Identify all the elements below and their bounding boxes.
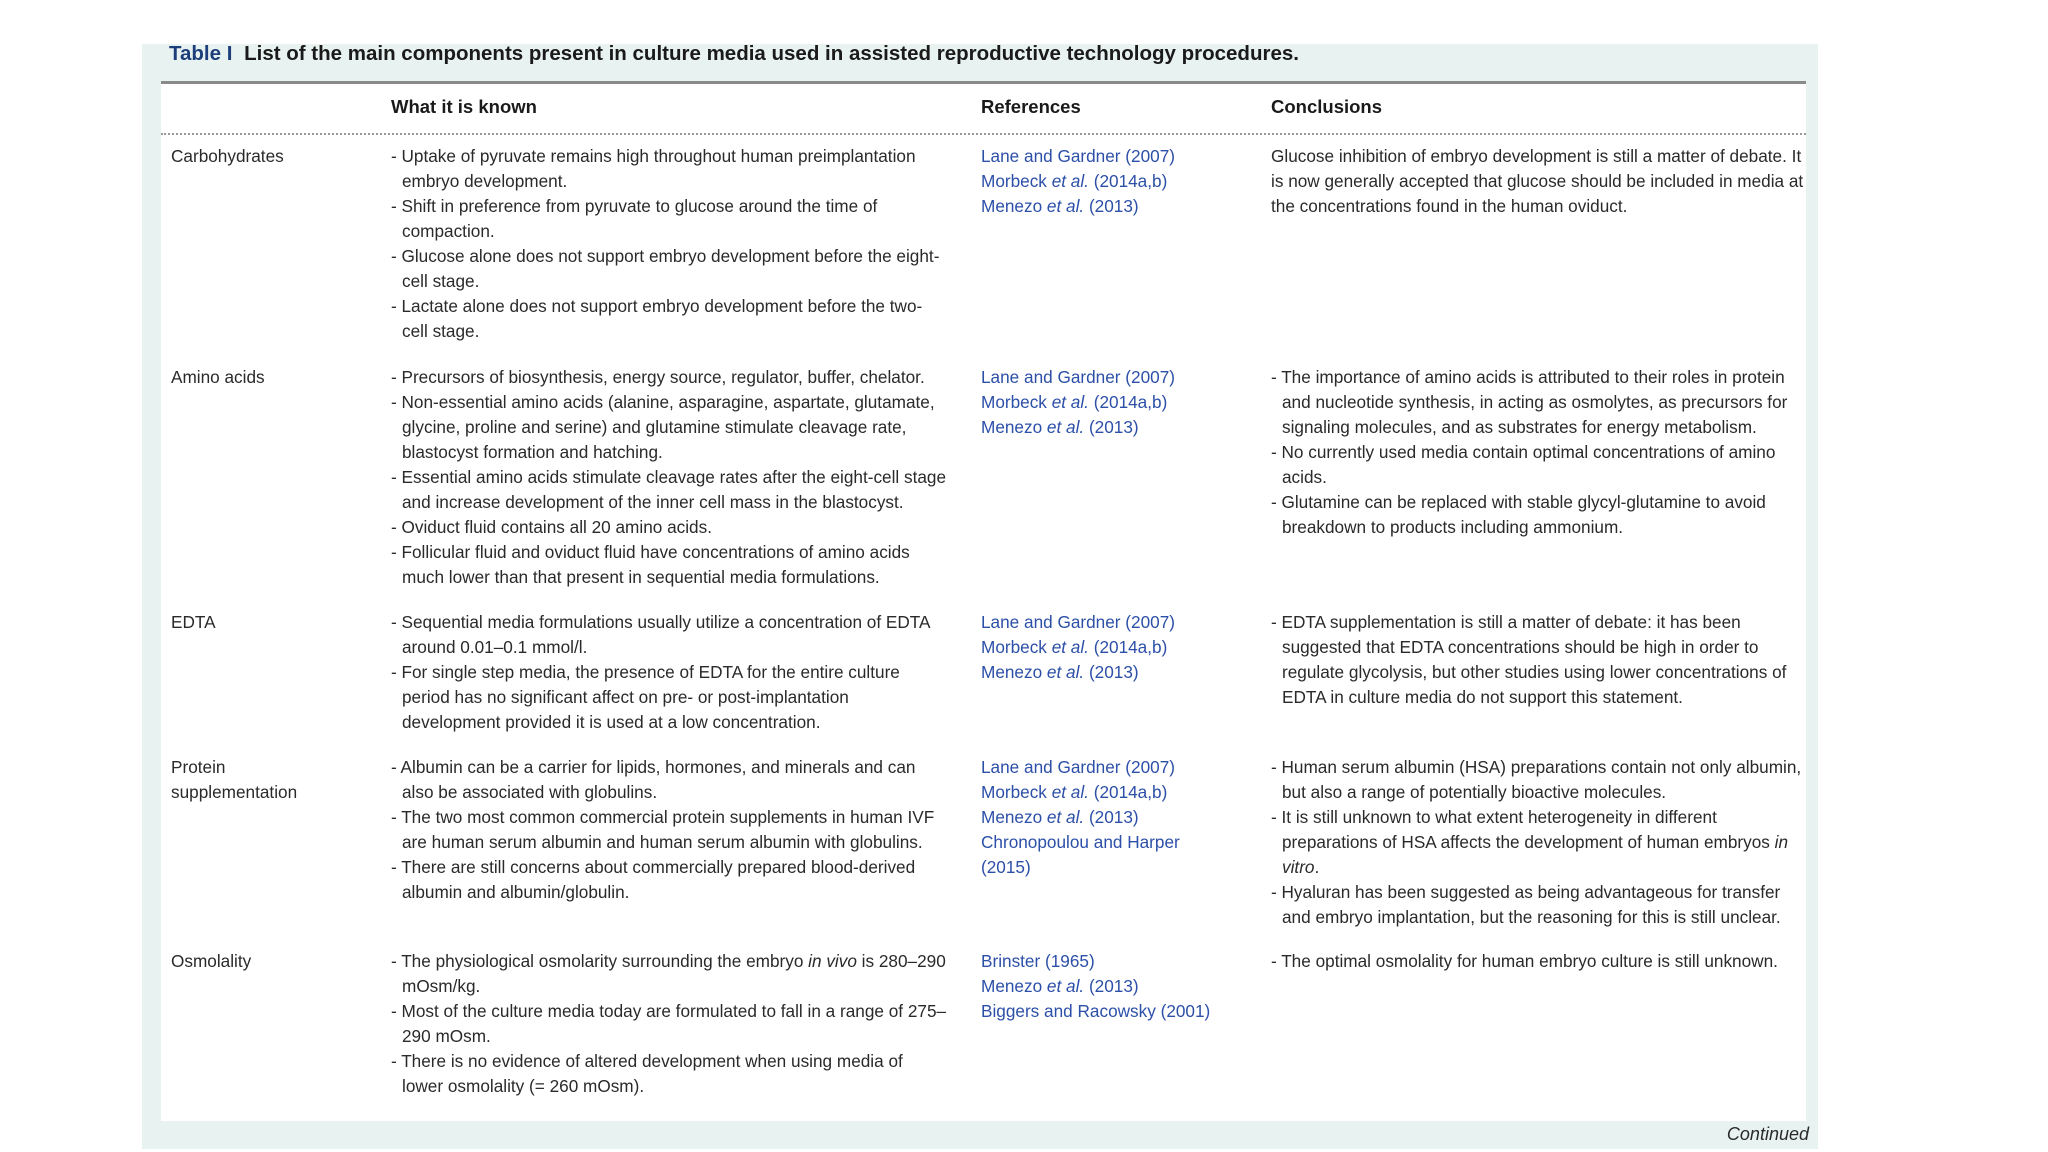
known-item: - Shift in preference from pyruvate to glucose around the time of compaction. — [391, 196, 878, 241]
known-item: - Uptake of pyruvate remains high throughout human preimplantation embryo development. — [391, 146, 916, 191]
references-cell — [981, 365, 1271, 440]
references-cell — [981, 755, 1271, 880]
reference-link[interactable]: Menezo et al. (2013) — [981, 417, 1139, 437]
reference-link[interactable]: Morbeck et al. (2014a,b) — [981, 782, 1168, 802]
known-item: - Essential amino acids stimulate cleavage rates after the eight-cell stage and increase development of the inner cell mass in the blastocyst. — [391, 467, 947, 512]
reference-link[interactable]: Menezo et al. (2013) — [981, 976, 1139, 996]
component-name: Osmolality — [171, 951, 252, 971]
references-cell — [981, 610, 1271, 685]
reference-link[interactable]: Lane and Gardner (2007) — [981, 367, 1175, 387]
references-cell — [981, 144, 1271, 219]
known-item: - Albumin can be a carrier for lipids, hormones, and minerals and can also be associated with globulins. — [391, 757, 916, 802]
known-item: - The physiological osmolarity surrounding the embryo in vivo is 280–290 mOsm/kg. — [391, 951, 946, 996]
table-sheet — [161, 81, 1806, 1121]
conclusion-item: - The importance of amino acids is attributed to their roles in protein and nucleotide synthesis, in acting as osmolytes, as precursors for signaling molecules, and as substrates for energy metabolism. — [1271, 367, 1788, 437]
conclusion-item: - The optimal osmolality for human embryo culture is still unknown. — [1271, 951, 1778, 971]
reference-link[interactable]: Menezo et al. (2013) — [981, 807, 1139, 827]
conclusion-item: - Glutamine can be replaced with stable glycyl-glutamine to avoid breakdown to products including ammonium. — [1271, 492, 1766, 537]
header-what-is-known: What it is known — [391, 96, 537, 117]
known-item: - Follicular fluid and oviduct fluid have concentrations of amino acids much lower than that present in sequential media formulations. — [391, 542, 910, 587]
known-item: - The two most common commercial protein supplements in human IVF are human serum albumin and human serum albumin with globulins. — [391, 807, 935, 852]
known-cell — [391, 365, 947, 590]
conclusion-item: - Human serum albumin (HSA) preparations contain not only albumin, but also a range of potentially bioactive molecules. — [1271, 757, 1802, 802]
conclusions-cell — [1271, 610, 1807, 710]
table-caption-text: List of the main components present in culture media used in assisted reproductive technology procedures. — [244, 42, 1299, 65]
continued-label: Continued — [1726, 1124, 1809, 1144]
header-conclusions: Conclusions — [1271, 96, 1383, 117]
component-name: Amino acids — [171, 367, 265, 387]
known-cell — [391, 144, 947, 344]
known-item: - Lactate alone does not support embryo development before the two-cell stage. — [391, 296, 923, 341]
conclusions-cell — [1271, 949, 1807, 974]
reference-link[interactable]: Menezo et al. (2013) — [981, 196, 1139, 216]
known-item: - Non-essential amino acids (alanine, asparagine, aspartate, glutamate, glycine, proline and serine) and glutamine stimulate cleavage rate, blastocyst formation and hatching. — [391, 392, 935, 462]
known-item: - For single step media, the presence of EDTA for the entire culture period has no significant affect on pre- or post-implantation development provided it is used at a low concentration. — [391, 662, 900, 732]
known-cell — [391, 610, 947, 735]
conclusions-cell — [1271, 365, 1807, 540]
known-item: - Most of the culture media today are formulated to fall in a range of 275–290 mOsm. — [391, 1001, 947, 1046]
component-name: EDTA — [171, 612, 216, 632]
known-cell — [391, 949, 947, 1099]
conclusion-item: - No currently used media contain optimal concentrations of amino acids. — [1271, 442, 1776, 487]
reference-link[interactable]: Morbeck et al. (2014a,b) — [981, 637, 1168, 657]
reference-link[interactable]: Biggers and Racowsky (2001) — [981, 1001, 1211, 1021]
reference-link[interactable]: Lane and Gardner (2007) — [981, 757, 1175, 777]
component-name: Carbohydrates — [171, 146, 284, 166]
reference-link[interactable]: Lane and Gardner (2007) — [981, 146, 1175, 166]
table-label: Table I — [169, 42, 233, 65]
conclusion-item: - EDTA supplementation is still a matter of debate: it has been suggested that EDTA concentrations should be high in order to regulate glycolysis, but other studies using lower concentrations of EDTA in culture media do not support this statement. — [1271, 612, 1787, 707]
reference-link[interactable]: Brinster (1965) — [981, 951, 1095, 971]
reference-link[interactable]: Morbeck et al. (2014a,b) — [981, 392, 1168, 412]
conclusion-item: - It is still unknown to what extent heterogeneity in different preparations of HSA affects the development of human embryos in vitro. — [1271, 807, 1789, 877]
known-cell — [391, 755, 947, 905]
table-caption — [169, 42, 1809, 66]
table-header-row — [161, 84, 1806, 135]
reference-link[interactable]: Lane and Gardner (2007) — [981, 612, 1175, 632]
known-item: - There is no evidence of altered development when using media of lower osmolality (= 260 mOsm). — [391, 1051, 903, 1096]
reference-link[interactable]: Chronopoulou and Harper (2015) — [981, 832, 1180, 877]
header-references: References — [981, 96, 1081, 117]
known-item: - Oviduct fluid contains all 20 amino acids. — [391, 517, 712, 537]
known-item: - There are still concerns about commercially prepared blood-derived albumin and albumin/globulin. — [391, 857, 916, 902]
component-name: Protein supplementation — [171, 757, 298, 802]
conclusions-cell — [1271, 755, 1807, 930]
conclusion-item: - Hyaluran has been suggested as being advantageous for transfer and embryo implantation, but the reasoning for this is still unclear. — [1271, 882, 1781, 927]
references-cell — [981, 949, 1271, 1024]
conclusions-cell — [1271, 144, 1807, 219]
reference-link[interactable]: Menezo et al. (2013) — [981, 662, 1139, 682]
known-item: - Glucose alone does not support embryo development before the eight-cell stage. — [391, 246, 940, 291]
conclusion-item: Glucose inhibition of embryo development is still a matter of debate. It is now generally accepted that glucose should be included in media at the concentrations found in the human oviduct. — [1271, 146, 1804, 216]
known-item: - Sequential media formulations usually utilize a concentration of EDTA around 0.01–0.1 mmol/l. — [391, 612, 930, 657]
reference-link[interactable]: Morbeck et al. (2014a,b) — [981, 171, 1168, 191]
known-item: - Precursors of biosynthesis, energy source, regulator, buffer, chelator. — [391, 367, 925, 387]
